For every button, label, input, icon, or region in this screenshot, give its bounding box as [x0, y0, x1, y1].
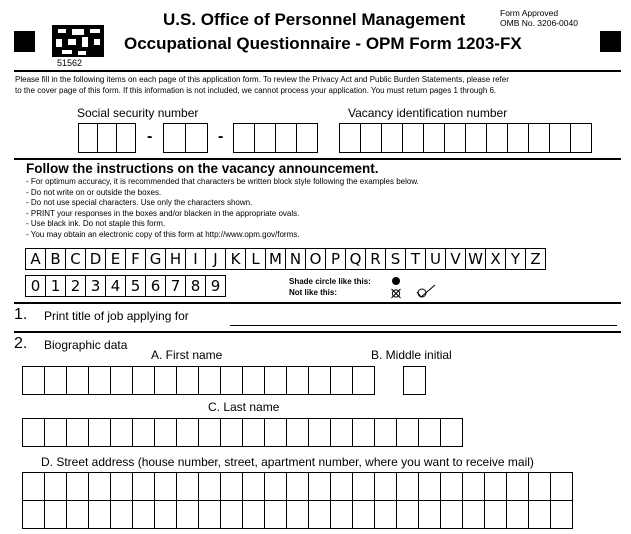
example-char: W — [465, 248, 486, 270]
ssn-group-boxes[interactable] — [163, 123, 207, 153]
shade-like-label: Shade circle like this: — [289, 277, 371, 286]
instructions-heading: Follow the instructions on the vacancy announcement. — [26, 161, 379, 176]
example-char: 1 — [45, 275, 66, 297]
ssn-dash-1: - — [147, 128, 153, 145]
divider — [14, 302, 621, 304]
street-address-boxes-row-2[interactable] — [22, 500, 572, 529]
first-name-boxes[interactable] — [22, 366, 374, 395]
example-char: A — [25, 248, 46, 270]
middle-initial-label: B. Middle initial — [371, 348, 452, 362]
divider — [14, 70, 621, 72]
instruction-item: - PRINT your responses in the boxes and/or blacken in the appropriate ovals. — [26, 208, 300, 218]
example-char: Z — [525, 248, 546, 270]
ssn-area-boxes[interactable] — [78, 123, 135, 153]
instruction-item: - For optimum accuracy, it is recommended that characters be written block style following the examples below. — [26, 177, 419, 186]
example-char: G — [145, 248, 166, 270]
example-char: 6 — [145, 275, 166, 297]
ssn-dash-2: - — [218, 128, 224, 145]
instruction-item: - Use black ink. Do not staple this form. — [26, 219, 166, 228]
example-char: 0 — [25, 275, 46, 297]
form-title: Occupational Questionnaire - OPM Form 1203-FX — [124, 34, 522, 53]
street-address-label: D. Street address (house number, street, apartment number, where you want to receive mail) — [41, 455, 534, 469]
opm-logo — [52, 25, 104, 57]
example-char: 9 — [205, 275, 226, 297]
instruction-item: - Do not use special characters. Use only the characters shown. — [26, 198, 253, 207]
job-title-input[interactable] — [230, 325, 617, 326]
approval-line-2: OMB No. 3206-0040 — [500, 18, 578, 28]
intro-line-1: Please fill in the following items on each page of this application form. To review the Privacy Act and Public Burden Statements, please refer — [15, 75, 509, 84]
example-char: T — [405, 248, 426, 270]
example-char: 8 — [185, 275, 206, 297]
checked-circle-icon — [413, 284, 437, 299]
example-char: R — [365, 248, 386, 270]
example-char: U — [425, 248, 446, 270]
example-char: N — [285, 248, 306, 270]
example-char: F — [125, 248, 146, 270]
not-like-label: Not like this: — [289, 288, 338, 297]
example-char: 5 — [125, 275, 146, 297]
example-char: P — [325, 248, 346, 270]
q2-label: Biographic data — [44, 338, 128, 352]
example-char: L — [245, 248, 266, 270]
example-char: I — [185, 248, 206, 270]
middle-initial-box[interactable] — [403, 366, 426, 395]
example-char: 2 — [65, 275, 86, 297]
q2-number: 2. — [14, 335, 28, 352]
street-address-boxes-row-1[interactable] — [22, 472, 572, 501]
divider — [14, 331, 621, 333]
approval-line-1: Form Approved — [500, 8, 559, 18]
q1-label: Print title of job applying for — [44, 309, 189, 323]
org-title: U.S. Office of Personnel Management — [163, 10, 466, 29]
ssn-serial-boxes[interactable] — [233, 123, 317, 153]
example-char: O — [305, 248, 326, 270]
filled-circle-icon — [391, 276, 401, 286]
example-char: 4 — [105, 275, 126, 297]
digit-examples — [25, 275, 225, 297]
instructions-list — [26, 177, 419, 240]
example-char: C — [65, 248, 86, 270]
registration-mark-left — [14, 31, 35, 52]
example-char: B — [45, 248, 66, 270]
vacancy-label: Vacancy identification number — [348, 106, 508, 120]
form-number: 51562 — [57, 58, 83, 68]
intro-line-2: to the cover page of this form. If this information is not included, we cannot process your application. You must return pages 1 through 6. — [15, 86, 497, 95]
example-char: D — [85, 248, 106, 270]
example-char: S — [385, 248, 406, 270]
registration-mark-right — [600, 31, 621, 52]
example-char: X — [485, 248, 506, 270]
example-char: H — [165, 248, 186, 270]
last-name-boxes[interactable] — [22, 418, 462, 447]
instruction-item: - You may obtain an electronic copy of this form at http://www.opm.gov/forms. — [26, 229, 300, 239]
letter-examples — [25, 248, 545, 270]
q1-number: 1. — [14, 306, 28, 323]
example-char: Q — [345, 248, 366, 270]
example-char: Y — [505, 248, 526, 270]
example-char: M — [265, 248, 286, 270]
example-char: K — [225, 248, 246, 270]
vacancy-boxes[interactable] — [339, 123, 591, 153]
ssn-label: Social security number — [77, 106, 199, 120]
example-char: 3 — [85, 275, 106, 297]
example-char: V — [445, 248, 466, 270]
example-char: J — [205, 248, 226, 270]
instruction-item: - Do not write on or outside the boxes. — [26, 187, 162, 197]
example-char: 7 — [165, 275, 186, 297]
divider — [14, 158, 621, 160]
last-name-label: C. Last name — [208, 400, 280, 414]
crossed-circle-icon — [390, 288, 402, 299]
first-name-label: A. First name — [151, 348, 223, 362]
example-char: E — [105, 248, 126, 270]
